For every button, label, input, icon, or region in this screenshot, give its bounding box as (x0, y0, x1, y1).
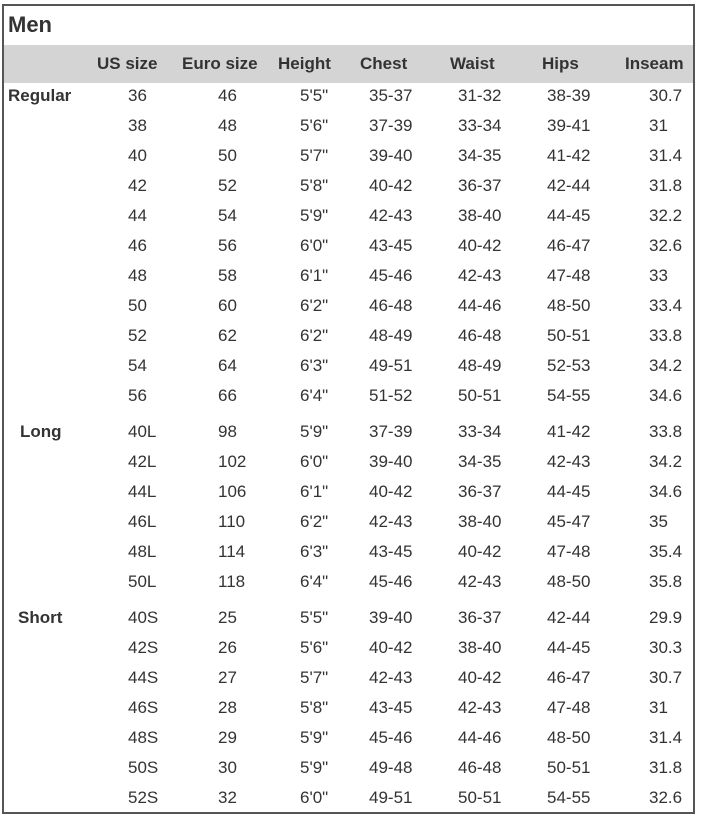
cell-height: 6'4" (300, 386, 329, 405)
table-row (4, 381, 693, 411)
table-row (4, 231, 693, 261)
cell-euro-size: 29 (218, 728, 237, 747)
page-title: Men (8, 12, 52, 37)
cell-waist: 40-42 (458, 236, 502, 255)
cell-euro-size: 46 (218, 86, 237, 105)
cell-hips: 41-42 (547, 422, 591, 441)
cell-us-size: 52S (128, 788, 159, 807)
column-header-us-size: US size (97, 54, 158, 73)
cell-height: 5'5" (300, 608, 329, 627)
cell-hips: 48-50 (547, 728, 591, 747)
cell-euro-size: 114 (218, 542, 246, 561)
cell-euro-size: 64 (218, 356, 237, 375)
cell-chest: 35-37 (369, 86, 413, 105)
cell-us-size: 46S (128, 698, 159, 717)
group-label-long: Long (20, 422, 62, 441)
cell-euro-size: 106 (218, 482, 247, 501)
cell-waist: 33-34 (458, 422, 502, 441)
cell-waist: 50-51 (458, 386, 502, 405)
table-row (4, 723, 693, 753)
cell-us-size: 42L (128, 452, 157, 471)
cell-height: 6'3" (300, 356, 329, 375)
size-chart (2, 4, 695, 814)
cell-inseam: 31 (649, 698, 668, 717)
cell-hips: 47-48 (547, 266, 591, 285)
cell-chest: 49-51 (369, 788, 413, 807)
cell-hips: 47-48 (547, 542, 591, 561)
cell-inseam: 35.8 (649, 572, 683, 591)
cell-height: 5'6" (300, 116, 329, 135)
table-row (4, 507, 693, 537)
cell-chest: 42-43 (369, 668, 413, 687)
cell-waist: 46-48 (458, 326, 502, 345)
cell-us-size: 50 (128, 296, 147, 315)
cell-inseam: 29.9 (649, 608, 683, 627)
cell-inseam: 31.4 (649, 146, 683, 165)
cell-chest: 42-43 (369, 512, 413, 531)
table-row (4, 477, 693, 507)
cell-inseam: 33 (649, 266, 668, 285)
cell-us-size: 48 (128, 266, 147, 285)
column-header-chest: Chest (360, 54, 408, 73)
cell-chest: 45-46 (369, 728, 413, 747)
cell-chest: 49-51 (369, 356, 413, 375)
cell-us-size: 52 (128, 326, 147, 345)
cell-us-size: 48L (128, 542, 157, 561)
cell-hips: 50-51 (547, 326, 591, 345)
cell-us-size: 42S (128, 638, 159, 657)
cell-hips: 44-45 (547, 206, 591, 225)
cell-height: 5'7" (300, 146, 329, 165)
cell-inseam: 32.6 (649, 788, 683, 807)
cell-inseam: 30.7 (649, 86, 683, 105)
table-row (4, 663, 693, 693)
cell-inseam: 30.3 (649, 638, 683, 657)
table-row (4, 111, 693, 141)
cell-us-size: 38 (128, 116, 147, 135)
cell-us-size: 44 (128, 206, 147, 225)
cell-inseam: 30.7 (649, 668, 683, 687)
cell-hips: 39-41 (547, 116, 591, 135)
cell-hips: 41-42 (547, 146, 591, 165)
cell-euro-size: 58 (218, 266, 237, 285)
cell-waist: 48-49 (458, 356, 502, 375)
table-row (4, 171, 693, 201)
cell-euro-size: 118 (218, 572, 246, 591)
cell-euro-size: 54 (218, 206, 237, 225)
cell-inseam: 34.2 (649, 452, 683, 471)
cell-height: 6'0" (300, 788, 329, 807)
table-row (4, 321, 693, 351)
cell-euro-size: 50 (218, 146, 237, 165)
cell-inseam: 34.6 (649, 482, 683, 501)
cell-us-size: 40 (128, 146, 147, 165)
cell-height: 5'7" (300, 668, 329, 687)
cell-chest: 40-42 (369, 176, 413, 195)
cell-euro-size: 56 (218, 236, 237, 255)
cell-euro-size: 32 (218, 788, 237, 807)
cell-inseam: 33.4 (649, 296, 683, 315)
table-row (4, 753, 693, 783)
column-header-waist: Waist (450, 54, 495, 73)
cell-inseam: 31.8 (649, 758, 683, 777)
cell-waist: 46-48 (458, 758, 502, 777)
cell-euro-size: 98 (218, 422, 237, 441)
cell-height: 5'6" (300, 638, 329, 657)
cell-waist: 42-43 (458, 572, 502, 591)
cell-hips: 52-53 (547, 356, 591, 375)
cell-inseam: 32.2 (649, 206, 683, 225)
cell-euro-size: 48 (218, 116, 237, 135)
cell-chest: 45-46 (369, 266, 413, 285)
cell-height: 6'0" (300, 236, 329, 255)
cell-euro-size: 26 (218, 638, 237, 657)
cell-euro-size: 62 (218, 326, 237, 345)
cell-waist: 36-37 (458, 482, 502, 501)
cell-height: 6'2" (300, 296, 329, 315)
cell-hips: 46-47 (547, 668, 591, 687)
cell-height: 6'1" (300, 266, 329, 285)
cell-waist: 31-32 (458, 86, 502, 105)
table-row (4, 417, 693, 447)
cell-hips: 46-47 (547, 236, 591, 255)
cell-chest: 39-40 (369, 452, 413, 471)
table-row (4, 783, 693, 813)
column-header-height: Height (278, 54, 331, 73)
cell-waist: 36-37 (458, 608, 502, 627)
cell-chest: 39-40 (369, 608, 413, 627)
cell-chest: 43-45 (369, 542, 413, 561)
cell-euro-size: 30 (218, 758, 237, 777)
cell-hips: 38-39 (547, 86, 591, 105)
cell-us-size: 36 (128, 86, 147, 105)
cell-waist: 44-46 (458, 296, 502, 315)
cell-height: 5'9" (300, 728, 329, 747)
cell-waist: 40-42 (458, 542, 502, 561)
table-row (4, 291, 693, 321)
cell-waist: 50-51 (458, 788, 502, 807)
cell-us-size: 50S (128, 758, 159, 777)
cell-waist: 33-34 (458, 116, 502, 135)
cell-waist: 42-43 (458, 698, 502, 717)
cell-hips: 45-47 (547, 512, 591, 531)
table-row (4, 261, 693, 291)
cell-chest: 51-52 (369, 386, 413, 405)
cell-inseam: 33.8 (649, 422, 683, 441)
column-header-euro-size: Euro size (182, 54, 258, 73)
table-header (4, 45, 693, 83)
cell-chest: 43-45 (369, 236, 413, 255)
table-row (4, 693, 693, 723)
cell-chest: 49-48 (369, 758, 413, 777)
cell-euro-size: 52 (218, 176, 237, 195)
cell-us-size: 44S (128, 668, 159, 687)
cell-hips: 50-51 (547, 758, 591, 777)
cell-hips: 42-44 (547, 608, 591, 627)
cell-us-size: 54 (128, 356, 147, 375)
cell-inseam: 31.4 (649, 728, 683, 747)
cell-chest: 48-49 (369, 326, 413, 345)
cell-chest: 37-39 (369, 422, 413, 441)
cell-euro-size: 25 (218, 608, 237, 627)
cell-waist: 38-40 (458, 206, 502, 225)
cell-inseam: 35 (649, 512, 668, 531)
table-row (4, 567, 693, 597)
cell-euro-size: 66 (218, 386, 237, 405)
cell-hips: 47-48 (547, 698, 591, 717)
cell-chest: 45-46 (369, 572, 413, 591)
cell-euro-size: 28 (218, 698, 237, 717)
cell-euro-size: 27 (218, 668, 237, 687)
cell-waist: 40-42 (458, 668, 502, 687)
cell-height: 6'4" (300, 572, 329, 591)
cell-height: 5'8" (300, 698, 329, 717)
table-row (4, 201, 693, 231)
cell-us-size: 44L (128, 482, 157, 501)
group-label-short: Short (18, 608, 63, 627)
cell-euro-size: 102 (218, 452, 247, 471)
table-row (4, 141, 693, 171)
cell-us-size: 48S (128, 728, 159, 747)
cell-chest: 40-42 (369, 638, 413, 657)
cell-height: 6'1" (300, 482, 329, 501)
cell-height: 6'0" (300, 452, 329, 471)
cell-inseam: 35.4 (649, 542, 683, 561)
cell-inseam: 31.8 (649, 176, 683, 195)
column-header-hips: Hips (542, 54, 579, 73)
cell-waist: 34-35 (458, 146, 502, 165)
cell-hips: 42-44 (547, 176, 591, 195)
cell-us-size: 46 (128, 236, 147, 255)
cell-hips: 44-45 (547, 482, 591, 501)
table-row (4, 447, 693, 477)
group-label-regular: Regular (8, 86, 72, 105)
cell-height: 5'9" (300, 422, 329, 441)
cell-height: 5'9" (300, 758, 329, 777)
cell-us-size: 40S (128, 608, 159, 627)
cell-us-size: 56 (128, 386, 147, 405)
table-row (4, 603, 693, 633)
table-row (4, 537, 693, 567)
table-row (4, 81, 693, 111)
cell-chest: 42-43 (369, 206, 413, 225)
cell-hips: 48-50 (547, 572, 591, 591)
cell-chest: 40-42 (369, 482, 413, 501)
cell-hips: 54-55 (547, 788, 591, 807)
cell-euro-size: 60 (218, 296, 237, 315)
cell-height: 6'3" (300, 542, 329, 561)
cell-euro-size: 110 (218, 512, 246, 531)
cell-us-size: 42 (128, 176, 147, 195)
cell-us-size: 50L (128, 572, 157, 591)
cell-us-size: 46L (128, 512, 157, 531)
cell-inseam: 33.8 (649, 326, 683, 345)
cell-hips: 44-45 (547, 638, 591, 657)
cell-height: 5'8" (300, 176, 329, 195)
cell-waist: 38-40 (458, 512, 502, 531)
cell-hips: 54-55 (547, 386, 591, 405)
cell-hips: 48-50 (547, 296, 591, 315)
cell-chest: 37-39 (369, 116, 413, 135)
cell-inseam: 34.6 (649, 386, 683, 405)
cell-hips: 42-43 (547, 452, 591, 471)
cell-chest: 43-45 (369, 698, 413, 717)
cell-waist: 38-40 (458, 638, 502, 657)
cell-waist: 44-46 (458, 728, 502, 747)
cell-chest: 46-48 (369, 296, 413, 315)
cell-chest: 39-40 (369, 146, 413, 165)
cell-waist: 34-35 (458, 452, 502, 471)
cell-height: 5'9" (300, 206, 329, 225)
cell-waist: 42-43 (458, 266, 502, 285)
cell-height: 6'2" (300, 512, 329, 531)
cell-us-size: 40L (128, 422, 157, 441)
cell-inseam: 34.2 (649, 356, 683, 375)
column-header-inseam: Inseam (625, 54, 684, 73)
cell-height: 6'2" (300, 326, 329, 345)
cell-height: 5'5" (300, 86, 329, 105)
cell-waist: 36-37 (458, 176, 502, 195)
table-row (4, 633, 693, 663)
cell-inseam: 31 (649, 116, 668, 135)
table-row (4, 351, 693, 381)
cell-inseam: 32.6 (649, 236, 683, 255)
